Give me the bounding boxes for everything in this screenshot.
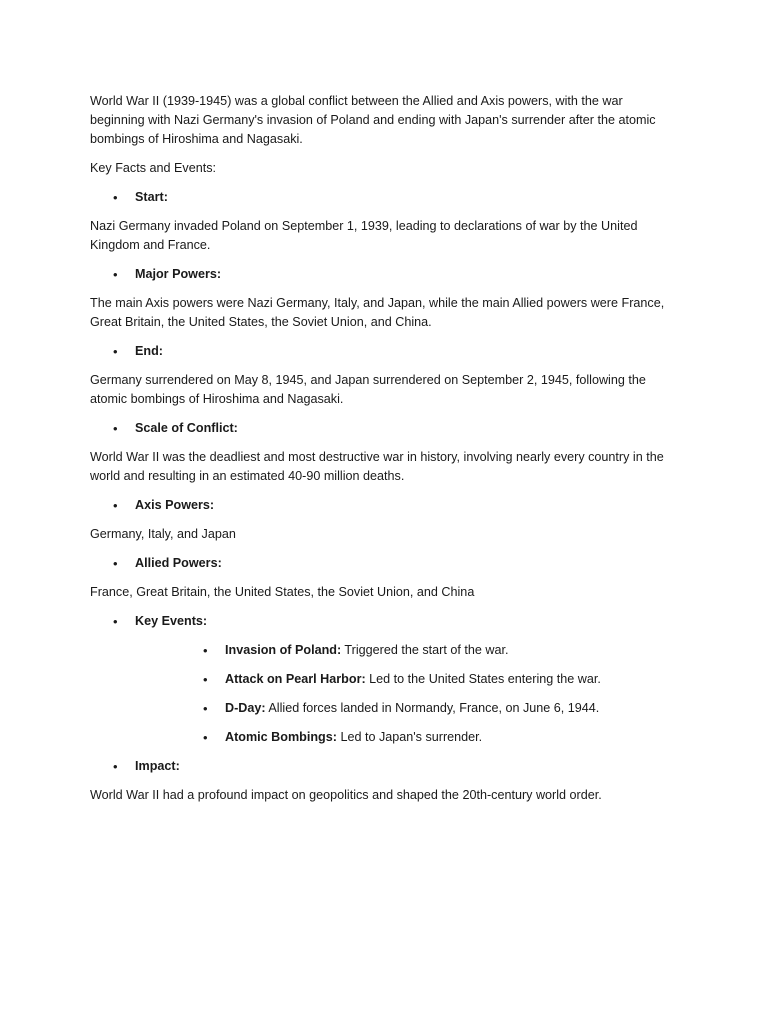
allied-label: Allied Powers: [135, 556, 222, 570]
impact-paragraph: World War II had a profound impact on geopolitics and shaped the 20th-century world order. [90, 788, 602, 802]
key-events-label: Key Events: [135, 614, 208, 628]
key-facts-heading: Key Facts and Events: [90, 161, 216, 175]
axis-label: Axis Powers: [135, 498, 215, 512]
impact-label: Impact: [135, 759, 180, 773]
start-bullet [90, 188, 678, 207]
scale-bullet [90, 419, 678, 438]
scale-paragraph: World War II was the deadliest and most destructive war in history, involving nearly every country in the world and resulting in an estimated 40-90 million deaths. [90, 450, 664, 483]
list-item [135, 670, 678, 689]
scale-bullet-list [90, 419, 678, 438]
axis-bullet-list [90, 496, 678, 515]
event-label: Atomic Bombings: [225, 730, 337, 744]
allied-bullet [90, 554, 678, 573]
key-events-bullet [90, 612, 678, 747]
impact-bullet-list [90, 757, 678, 776]
event-text: Led to Japan's surrender. [336, 730, 483, 744]
intro-paragraph: World War II (1939-1945) was a global conflict between the Allied and Axis powers, with the war beginning with Nazi Germany's invasion of Poland and ending with Japan's surrender after the atomic bombings of Hiroshima and Nagasaki. [90, 94, 656, 146]
event-label: Attack on Pearl Harbor: [225, 672, 366, 686]
axis-paragraph: Germany, Italy, and Japan [90, 527, 236, 541]
list-item [135, 641, 678, 660]
major-powers-label: Major Powers: [135, 267, 222, 281]
end-bullet-list [90, 342, 678, 361]
event-text: Allied forces landed in Normandy, France, on June 6, 1944. [265, 701, 600, 715]
major-powers-bullet-list [90, 265, 678, 284]
end-bullet [90, 342, 678, 361]
event-text: Led to the United States entering the war. [365, 672, 601, 686]
start-label: Start: [135, 190, 168, 204]
start-paragraph: Nazi Germany invaded Poland on September 1, 1939, leading to declarations of war by the United Kingdom and France. [90, 219, 638, 252]
allied-bullet-list [90, 554, 678, 573]
key-events-bullet-list [90, 612, 678, 747]
list-item [135, 699, 678, 718]
major-powers-bullet [90, 265, 678, 284]
event-text: Triggered the start of the war. [341, 643, 509, 657]
major-powers-paragraph: The main Axis powers were Nazi Germany, Italy, and Japan, while the main Allied powers were France, Great Britain, the United States, the Soviet Union, and China. [90, 296, 665, 329]
allied-paragraph: France, Great Britain, the United States, the Soviet Union, and China [90, 585, 475, 599]
impact-bullet [90, 757, 678, 776]
scale-label: Scale of Conflict: [135, 421, 238, 435]
axis-bullet [90, 496, 678, 515]
end-paragraph: Germany surrendered on May 8, 1945, and Japan surrendered on September 2, 1945, following the atomic bombings of Hiroshima and Nagasaki. [90, 373, 646, 406]
end-label: End: [135, 344, 163, 358]
list-item [135, 728, 678, 747]
start-bullet-list [90, 188, 678, 207]
event-label: D-Day: [225, 701, 266, 715]
event-label: Invasion of Poland: [225, 643, 342, 657]
key-events-sublist [135, 641, 678, 747]
